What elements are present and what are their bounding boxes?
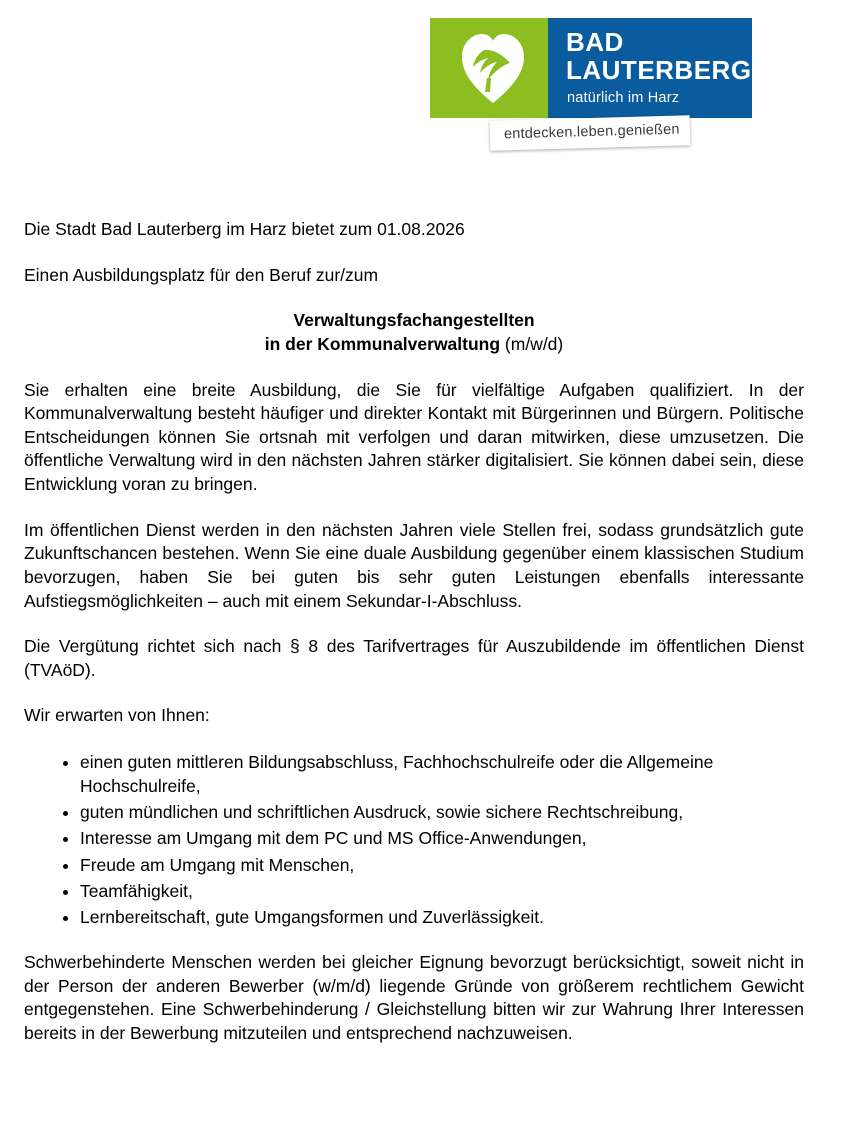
paragraph-4: Schwerbehinderte Menschen werden bei gleicher Eignung bevorzugt berücksichtigt, soweit nicht in der Person der anderen Bewerber (w/m/d) liegende Gründe von größerem rechtlichem Gewicht entgegenstehen. Eine Schwerbehinderung / Gleichstellung bitten wir zur Wahrung Ihrer Interessen bereits in der Bewerbung mitzuteilen und entsprechend nachzuweisen. bbox=[24, 951, 804, 1043]
expectations-list bbox=[24, 750, 804, 929]
list-item: • Freude am Umgang mit Menschen, bbox=[80, 853, 804, 877]
logo-green-panel bbox=[430, 18, 548, 118]
expectations-intro: Wir erwarten von Ihnen: bbox=[24, 705, 210, 726]
intro-paragraph: Die Stadt Bad Lauterberg im Harz bietet zum 01.08.2026 bbox=[24, 219, 465, 239]
job-title-line1: Verwaltungsfachangestellten bbox=[293, 310, 535, 331]
job-title-line2-wrap bbox=[24, 333, 804, 357]
document-body bbox=[24, 218, 804, 1067]
logo-blue-panel bbox=[548, 18, 752, 118]
list-item: • guten mündlichen und schriftlichen Ausdruck, sowie sichere Rechtschreibung, bbox=[80, 800, 804, 824]
logo-tagline-banner bbox=[490, 115, 691, 151]
list-item: • einen guten mittleren Bildungsabschluss, Fachhochschulreife oder die Allgemeine Hochschulreife, bbox=[80, 750, 804, 798]
list-item: • Interesse am Umgang mit dem PC und MS Office-Anwendungen, bbox=[80, 826, 804, 850]
job-title-suffix: (m/w/d) bbox=[500, 333, 564, 354]
paragraph-3: Die Vergütung richtet sich nach § 8 des Tarifvertrages für Auszubildende im öffentlichen Dienst (TVAöD). bbox=[24, 636, 804, 680]
logo-city-name-line2: LAUTERBERG bbox=[566, 55, 752, 86]
logo-main-block bbox=[430, 18, 752, 118]
city-logo bbox=[430, 18, 752, 146]
offer-paragraph: Einen Ausbildungsplatz für den Beruf zur/zum bbox=[24, 264, 379, 285]
list-item: • Teamfähigkeit, bbox=[80, 879, 804, 903]
job-title-line2: in der Kommunalverwaltung bbox=[264, 333, 501, 354]
logo-city-name-line1: BAD bbox=[566, 27, 624, 57]
job-title-heading bbox=[24, 309, 804, 356]
list-item: • Lernbereitschaft, gute Umgangsformen und Zuverlässigkeit. bbox=[80, 905, 804, 929]
logo-tagline-text: entdecken.leben.genießen bbox=[503, 121, 680, 143]
heart-tree-icon bbox=[460, 32, 526, 104]
logo-city-name bbox=[566, 28, 752, 84]
logo-subtitle: natürlich im Harz bbox=[567, 90, 680, 106]
paragraph-2: Im öffentlichen Dienst werden in den nächsten Jahren viele Stellen frei, sodass grundsätzlich gute Zukunftschancen bestehen. Wenn Sie eine duale Ausbildung gegenüber einem klassischen Studium bevorzugen, haben Sie bei guten bis sehr guten Leistungen ebenfalls interessante Aufstiegsmöglichkeiten – auch mit einem Sekundar-I-Abschluss. bbox=[24, 519, 804, 611]
paragraph-1: Sie erhalten eine breite Ausbildung, die Sie für vielfältige Aufgaben qualifiziert. In der Kommunalverwaltung besteht häufiger und direkter Kontakt mit Bürgerinnen und Bürgern. Politische Entscheidungen können Sie ortsnah mit verfolgen und daran mitwirken, diese umzusetzen. Die öffentliche Verwaltung wird in den nächsten Jahren stärker digitalisiert. Sie können dabei sein, diese Entwicklung voran zu bringen. bbox=[24, 379, 804, 494]
